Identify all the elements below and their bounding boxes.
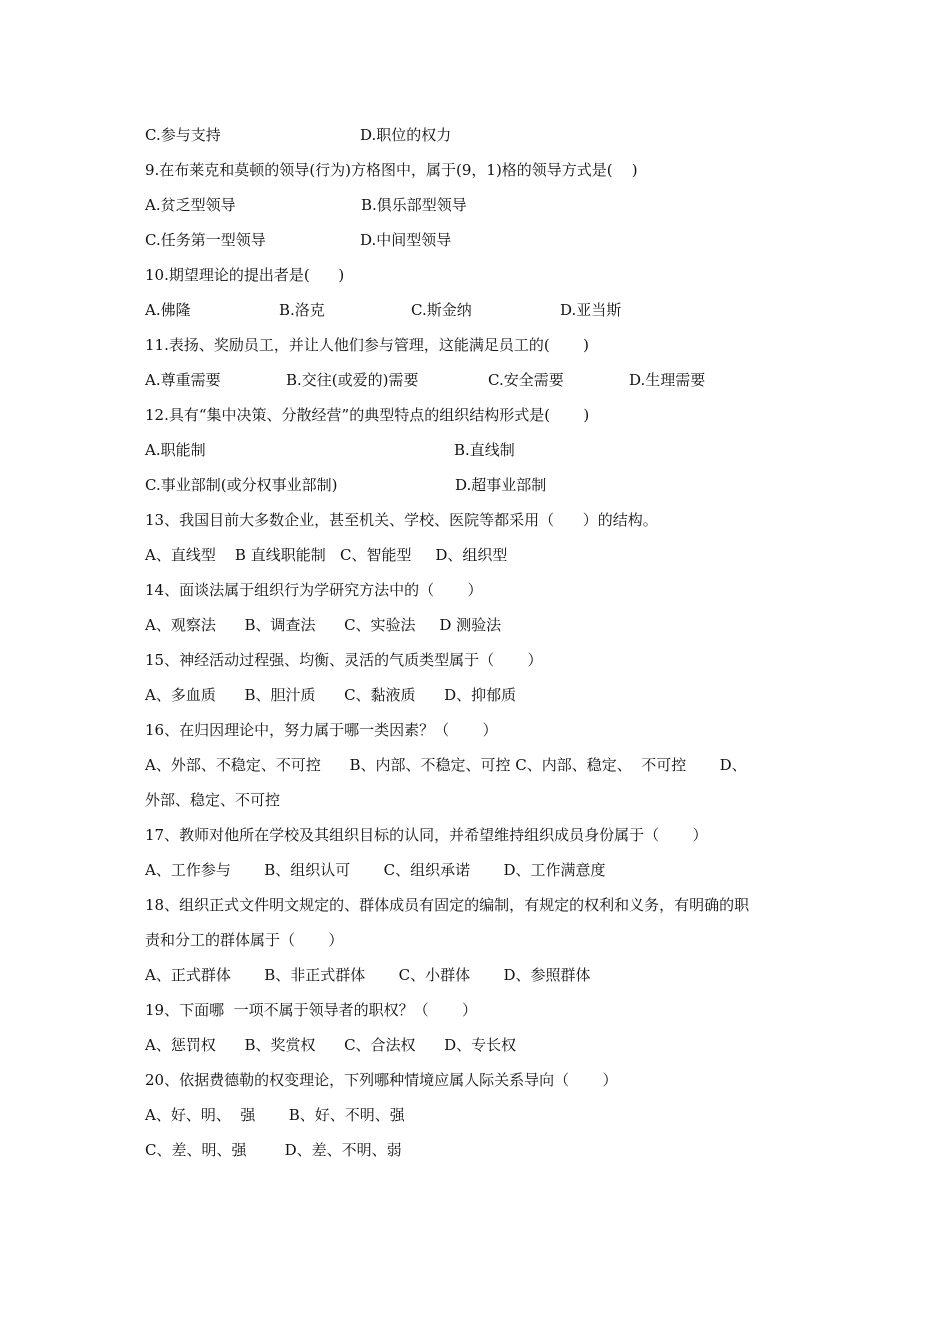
text-segment: 11.表扬、奖励员工，并让人他们参与管理，这能满足员工的( ) (145, 336, 589, 354)
text-line (145, 1063, 825, 1098)
text-line (145, 923, 825, 958)
text-segment: 15、神经活动过程强、均衡、灵活的气质类型属于（ ） (145, 651, 543, 669)
text-segment: 16、在归因理论中，努力属于哪一类因素？（ ） (145, 721, 498, 739)
text-segment: A、正式群体 B、非正式群体 C、小群体 D、参照群体 (145, 966, 591, 984)
text-line (145, 1028, 825, 1063)
text-line (145, 363, 825, 398)
text-line (145, 818, 825, 853)
text-segment: D.超事业部制 (455, 476, 547, 494)
text-segment: C.事业部制(或分权事业部制) (145, 476, 338, 494)
text-segment: 17、教师对他所在学校及其组织目标的认同，并希望维持组织成员身份属于（ ） (145, 826, 708, 844)
text-segment: 20、依据费德勒的权变理论，下列哪种情境应属人际关系导向（ ） (145, 1071, 618, 1089)
text-line (145, 293, 825, 328)
text-line (145, 608, 825, 643)
text-segment: D.职位的权力 (360, 126, 452, 144)
text-segment: D.生理需要 (629, 371, 706, 389)
text-segment: A、外部、不稳定、不可控 B、内部、不稳定、可控 C、内部、稳定、 不可控 D、 (145, 756, 747, 774)
text-segment: B.洛克 (279, 301, 325, 319)
text-line (145, 573, 825, 608)
text-line (145, 1133, 825, 1168)
text-segment: A.贫乏型领导 (145, 196, 236, 214)
text-segment: A、观察法 B、调查法 C、实验法 D 测验法 (145, 616, 502, 634)
text-segment: A.尊重需要 (145, 371, 221, 389)
text-segment: C.参与支持 (145, 126, 221, 144)
text-segment: A、惩罚权 B、奖赏权 C、合法权 D、专长权 (145, 1036, 517, 1054)
text-segment: 18、组织正式文件明文规定的、群体成员有固定的编制，有规定的权利和义务，有明确的职 (145, 896, 750, 914)
text-segment: B.交往(或爱的)需要 (286, 371, 419, 389)
text-line (145, 678, 825, 713)
text-line (145, 748, 825, 783)
text-segment: 外部、稳定、不可控 (145, 791, 281, 809)
text-line (145, 958, 825, 993)
document-page (145, 118, 825, 1168)
text-segment: D.中间型领导 (360, 231, 452, 249)
text-segment: C.安全需要 (488, 371, 564, 389)
text-segment: C.斯金纳 (411, 301, 472, 319)
text-line (145, 328, 825, 363)
text-segment: A.职能制 (145, 441, 206, 459)
text-segment: 9.在布莱克和莫顿的领导(行为)方格图中，属于(9，1)格的领导方式是( ) (145, 161, 638, 179)
text-segment: A、多血质 B、胆汁质 C、黏液质 D、抑郁质 (145, 686, 517, 704)
text-segment: 13、我国目前大多数企业，甚至机关、学校、医院等都采用（ ）的结构。 (145, 511, 658, 529)
text-segment: C.任务第一型领导 (145, 231, 266, 249)
text-line (145, 118, 825, 153)
text-segment: B.直线制 (454, 441, 515, 459)
text-line (145, 258, 825, 293)
text-segment: C、差、明、强 D、差、不明、弱 (145, 1141, 402, 1159)
text-line (145, 783, 825, 818)
text-line (145, 398, 825, 433)
text-line (145, 643, 825, 678)
text-segment: B.俱乐部型领导 (361, 196, 467, 214)
text-line (145, 503, 825, 538)
text-line (145, 993, 825, 1028)
text-segment: 19、下面哪 一项不属于领导者的职权？（ ） (145, 1001, 478, 1019)
text-segment: 10.期望理论的提出者是( ) (145, 266, 345, 284)
text-line (145, 433, 825, 468)
text-line (145, 888, 825, 923)
text-line (145, 853, 825, 888)
text-segment: A.佛隆 (145, 301, 191, 319)
text-line (145, 538, 825, 573)
text-line (145, 468, 825, 503)
text-segment: A、直线型 B 直线职能制 C、智能型 D、组织型 (145, 546, 508, 564)
text-segment: A、工作参与 B、组织认可 C、组织承诺 D、工作满意度 (145, 861, 606, 879)
text-line (145, 713, 825, 748)
text-segment: A、好、明、 强 B、好、不明、强 (145, 1106, 405, 1124)
text-segment: 14、面谈法属于组织行为学研究方法中的（ ） (145, 581, 483, 599)
text-line (145, 1098, 825, 1133)
text-segment: D.亚当斯 (560, 301, 622, 319)
text-segment: 责和分工的群体属于（ ） (145, 931, 344, 949)
text-line (145, 153, 825, 188)
text-line (145, 223, 825, 258)
text-segment: 12.具有“集中决策、分散经营”的典型特点的组织结构形式是( ) (145, 406, 590, 424)
text-line (145, 188, 825, 223)
